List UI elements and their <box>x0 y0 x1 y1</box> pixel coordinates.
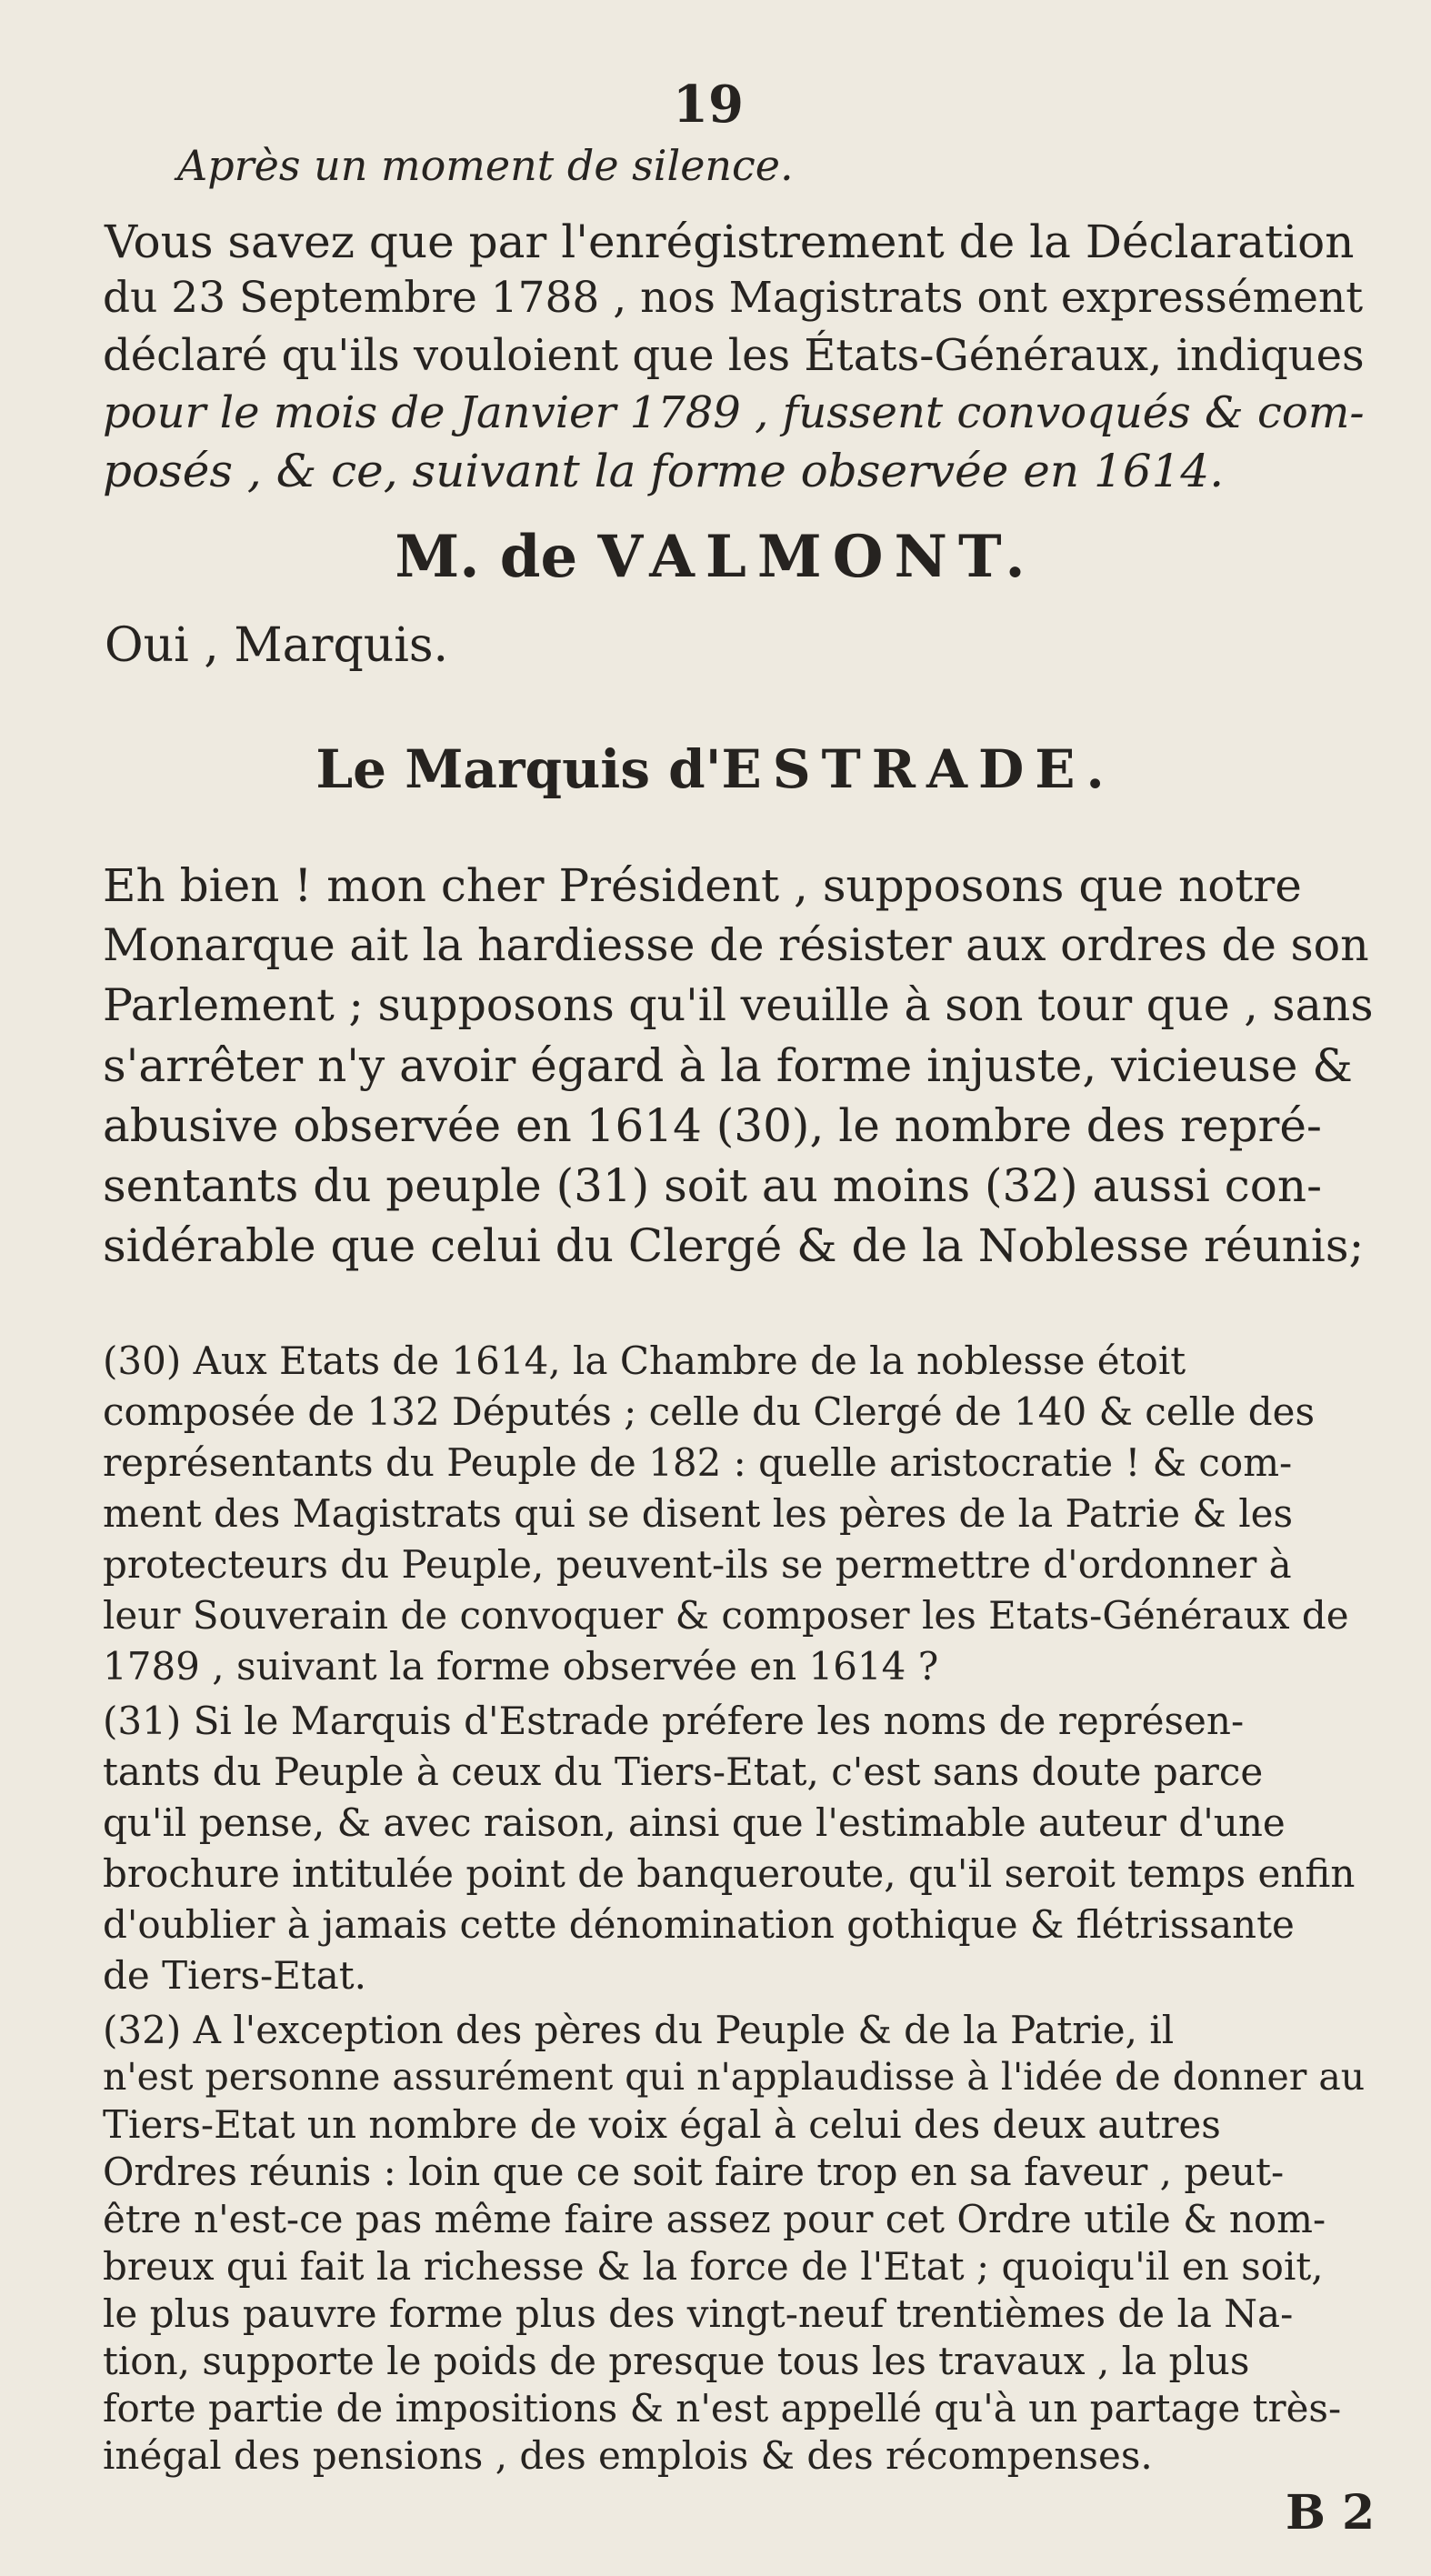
paragraph-2-line: abusive observée en 1614 (30), le nombre des repré- <box>103 1099 1322 1152</box>
speaker-name: VALMONT. <box>597 523 1036 591</box>
footnote-30-line: 1789 , suivant la forme observée en 1614 ? <box>103 1644 939 1689</box>
paragraph-2-line: Parlement ; supposons qu'il veuille à son tour que , sans <box>103 979 1374 1031</box>
paragraph-2-line: s'arrêter n'y avoir égard à la forme injuste, vicieuse & <box>103 1039 1353 1092</box>
footnote-31-line: qu'il pense, & avec raison, ainsi que l'estimable auteur d'une <box>103 1800 1286 1845</box>
speaker-prefix: M. de <box>395 523 578 591</box>
footnote-30-line: leur Souverain de convoquer & composer les Etats-Généraux de <box>103 1593 1349 1638</box>
page-number: 19 <box>673 75 744 135</box>
footnote-31-line: (31) Si le Marquis d'Estrade préfere les noms de représen- <box>103 1699 1245 1743</box>
paragraph-1-line: Vous savez que par l'enrégistrement de la Déclaration <box>105 216 1355 268</box>
stage-direction: Après un moment de silence. <box>177 141 794 190</box>
footnote-31-line: tants du Peuple à ceux du Tiers-Etat, c'est sans doute parce <box>103 1749 1264 1794</box>
paragraph-1-line: pour le mois de Janvier 1789 , fussent convoqués & com- <box>103 387 1365 438</box>
paragraph-1-line: posés , & ce, suivant la forme observée en 1614. <box>103 445 1225 497</box>
footnote-32-line: breux qui fait la richesse & la force de l'Etat ; quoiqu'il en soit, <box>103 2244 1324 2289</box>
footnote-32-line: le plus pauvre forme plus des vingt-neuf trentièmes de la Na- <box>103 2291 1294 2336</box>
speaker-heading-valmont <box>0 523 1431 591</box>
footnote-32-line: forte partie de impositions & n'est appellé qu'à un partage très- <box>103 2386 1342 2431</box>
footnote-32-line: Tiers-Etat un nombre de voix égal à celui des deux autres <box>103 2102 1221 2147</box>
footnote-32-line: être n'est-ce pas même faire assez pour cet Ordre utile & nom- <box>103 2197 1326 2241</box>
reply-line: Oui , Marquis. <box>105 618 449 673</box>
paragraph-2-line: Monarque ait la hardiesse de résister aux ordres de son <box>103 919 1369 971</box>
printer-signature: B 2 <box>1286 2485 1376 2541</box>
speaker-heading-estrade <box>0 738 1431 800</box>
footnote-30-line: composée de 132 Députés ; celle du Clergé de 140 & celle des <box>103 1389 1316 1434</box>
footnote-32-line: Ordres réunis : loin que ce soit faire trop en sa faveur , peut- <box>103 2150 1285 2194</box>
footnote-32-line: (32) A l'exception des pères du Peuple & de la Patrie, il <box>103 2008 1175 2052</box>
speaker-prefix: Le Marquis d' <box>315 738 722 800</box>
footnote-32-line: inégal des pensions , des emplois & des récompenses. <box>103 2433 1153 2478</box>
footnote-31-line: de Tiers-Etat. <box>103 1953 367 1998</box>
speaker-name: ESTRADE. <box>721 738 1116 800</box>
footnote-32-line: tion, supporte le poids de presque tous les travaux , la plus <box>103 2339 1250 2383</box>
paragraph-2-line: Eh bien ! mon cher Président , supposons que notre <box>103 859 1302 912</box>
footnote-30-line: (30) Aux Etats de 1614, la Chambre de la noblesse étoit <box>103 1338 1186 1383</box>
footnote-30-line: protecteurs du Peuple, peuvent-ils se permettre d'ordonner à <box>103 1542 1292 1587</box>
footnote-32-line: n'est personne assurément qui n'applaudisse à l'idée de donner au <box>103 2055 1366 2099</box>
footnote-30-line: ment des Magistrats qui se disent les pères de la Patrie & les <box>103 1491 1294 1536</box>
paragraph-2-line: sentants du peuple (31) soit au moins (32) aussi con- <box>103 1159 1322 1212</box>
footnote-31-line: d'oublier à jamais cette dénomination gothique & flétrissante <box>103 1902 1295 1947</box>
paragraph-2-line: sidérable que celui du Clergé & de la Noblesse réunis; <box>103 1219 1365 1272</box>
footnote-30-line: représentants du Peuple de 182 : quelle aristocratie ! & com- <box>103 1440 1293 1485</box>
paragraph-1-line: du 23 Septembre 1788 , nos Magistrats ont expressément <box>103 273 1364 323</box>
paragraph-1-line: déclaré qu'ils vouloient que les États-Généraux, indiques <box>103 330 1365 381</box>
footnote-31-line: brochure intitulée point de banqueroute, qu'il seroit temps enfin <box>103 1851 1356 1896</box>
